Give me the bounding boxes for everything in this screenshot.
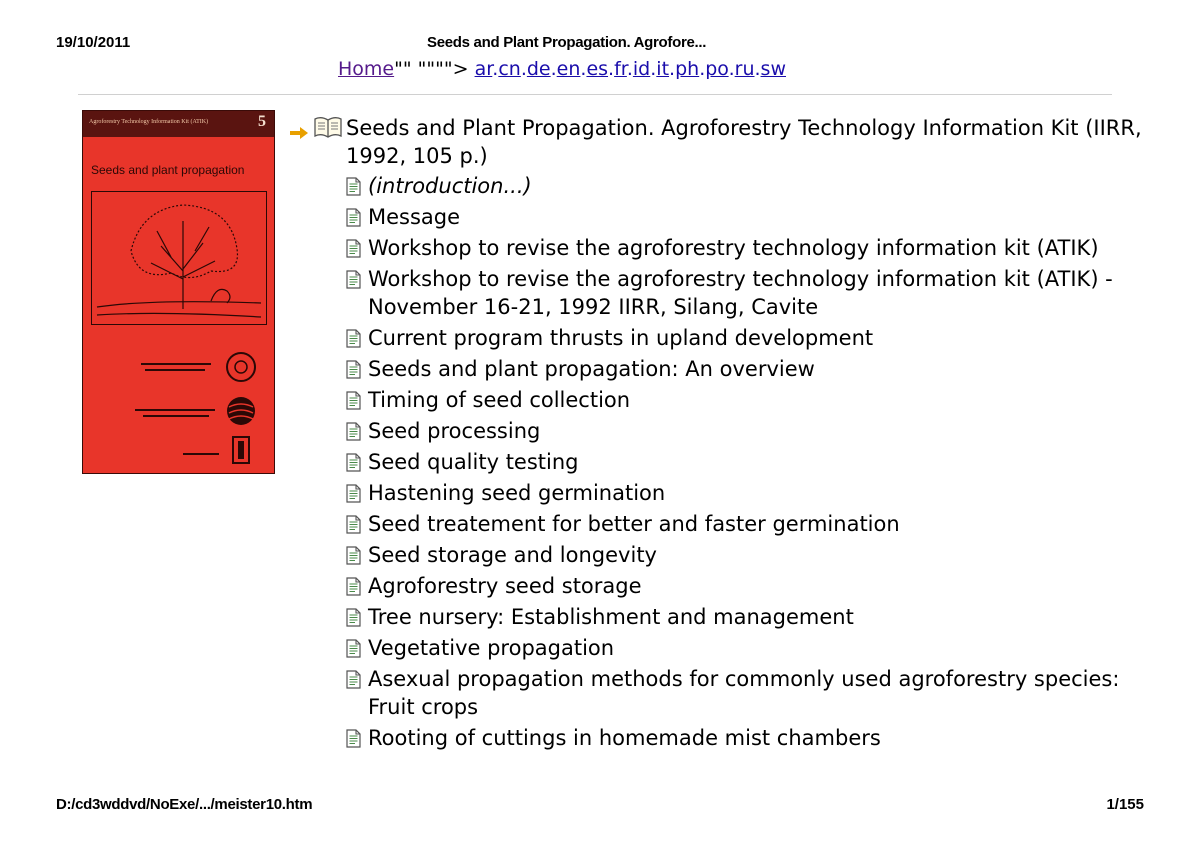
- language-link-10[interactable]: ru: [734, 58, 755, 80]
- book-entry: [290, 114, 1170, 170]
- chapter-link[interactable]: Seed treatement for better and faster germination: [368, 512, 900, 536]
- document-icon: [346, 453, 362, 473]
- language-nav: [338, 58, 786, 80]
- list-item[interactable]: [290, 724, 1170, 752]
- document-icon: [346, 360, 362, 380]
- cover-title: Seeds and plant propagation: [91, 163, 245, 177]
- document-icon: [346, 484, 362, 504]
- page-counter: 1/155: [1106, 796, 1144, 813]
- arrow-right-icon: [290, 127, 308, 139]
- chapter-link[interactable]: Tree nursery: Establishment and management: [368, 605, 854, 629]
- cover-strip: [83, 111, 274, 137]
- table-of-contents: [290, 114, 1170, 755]
- chapter-link[interactable]: Seed quality testing: [368, 450, 579, 474]
- document-icon: [346, 729, 362, 749]
- language-links: [475, 58, 786, 80]
- chapter-link[interactable]: Message: [368, 205, 461, 229]
- cover-series: Agroforestry Technology Information Kit (ATIK): [89, 119, 209, 125]
- chapter-link[interactable]: Asexual propagation methods for commonly used agroforestry species: Fruit crops: [368, 667, 1120, 719]
- document-icon: [346, 639, 362, 659]
- list-item[interactable]: [290, 479, 1170, 507]
- publisher-logos-icon: [83, 329, 275, 469]
- list-item[interactable]: [290, 634, 1170, 662]
- document-icon: [346, 391, 362, 411]
- list-item[interactable]: [290, 265, 1170, 321]
- chapter-link[interactable]: (introduction...): [368, 174, 532, 198]
- language-link-0[interactable]: ar: [474, 58, 493, 80]
- list-item[interactable]: [290, 355, 1170, 383]
- list-item[interactable]: [290, 603, 1170, 631]
- list-item[interactable]: [290, 510, 1170, 538]
- print-title: Seeds and Plant Propagation. Agrofore...: [427, 34, 707, 51]
- list-item[interactable]: [290, 541, 1170, 569]
- book-title[interactable]: Seeds and Plant Propagation. Agroforestry Technology Information Kit (IIRR, 1992, 105 p.): [346, 116, 1142, 168]
- book-cover[interactable]: [82, 110, 275, 474]
- language-link-5[interactable]: fr: [614, 58, 627, 80]
- chapter-link[interactable]: Seed processing: [368, 419, 541, 443]
- document-icon: [346, 608, 362, 628]
- list-item[interactable]: [290, 172, 1170, 200]
- language-link-11[interactable]: sw: [760, 58, 786, 80]
- list-item[interactable]: [290, 324, 1170, 352]
- chapter-link[interactable]: Workshop to revise the agroforestry technology information kit (ATIK) - November 16-21, 1992 IIRR, Silang, Cavite: [368, 267, 1113, 319]
- list-item[interactable]: [290, 203, 1170, 231]
- chapter-link[interactable]: Current program thrusts in upland development: [368, 326, 874, 350]
- chapter-list: [290, 172, 1170, 752]
- language-link-7[interactable]: it: [656, 58, 670, 80]
- file-path: D:/cd3wddvd/NoExe/.../meister10.htm: [56, 796, 313, 813]
- language-link-3[interactable]: en: [556, 58, 581, 80]
- tree-illustration-icon: [91, 191, 267, 325]
- language-dot: .: [550, 58, 557, 80]
- language-dot: .: [492, 58, 499, 80]
- document-icon: [346, 329, 362, 349]
- chapter-link[interactable]: Seeds and plant propagation: An overview: [368, 357, 815, 381]
- list-item[interactable]: [290, 417, 1170, 445]
- language-dot: .: [626, 58, 633, 80]
- language-dot: .: [580, 58, 587, 80]
- document-icon: [346, 515, 362, 535]
- language-link-8[interactable]: ph: [675, 58, 700, 80]
- document-icon: [346, 670, 362, 690]
- language-dot: .: [699, 58, 706, 80]
- language-dot: .: [650, 58, 657, 80]
- chapter-link[interactable]: Workshop to revise the agroforestry technology information kit (ATIK): [368, 236, 1099, 260]
- document-icon: [346, 208, 362, 228]
- language-link-4[interactable]: es: [586, 58, 609, 80]
- document-icon: [346, 239, 362, 259]
- open-book-icon: [314, 116, 342, 138]
- list-item[interactable]: [290, 572, 1170, 600]
- list-item[interactable]: [290, 448, 1170, 476]
- language-link-2[interactable]: de: [526, 58, 551, 80]
- language-link-1[interactable]: cn: [498, 58, 521, 80]
- list-item[interactable]: [290, 234, 1170, 262]
- language-link-6[interactable]: id: [632, 58, 651, 80]
- cover-volume-number: 5: [258, 113, 266, 130]
- language-dot: .: [520, 58, 527, 80]
- language-dot: .: [728, 58, 735, 80]
- home-link[interactable]: Home: [338, 58, 395, 80]
- chapter-link[interactable]: Hastening seed germination: [368, 481, 666, 505]
- chapter-link[interactable]: Seed storage and longevity: [368, 543, 657, 567]
- chapter-link[interactable]: Rooting of cuttings in homemade mist chambers: [368, 726, 881, 750]
- chapter-link[interactable]: Vegetative propagation: [368, 636, 615, 660]
- chapter-link[interactable]: Timing of seed collection: [368, 388, 631, 412]
- print-date: 19/10/2011: [56, 34, 131, 51]
- list-item[interactable]: [290, 386, 1170, 414]
- document-icon: [346, 546, 362, 566]
- nav-separator: "" """">: [394, 58, 469, 80]
- language-dot: .: [669, 58, 676, 80]
- list-item[interactable]: [290, 665, 1170, 721]
- document-icon: [346, 422, 362, 442]
- language-link-9[interactable]: po: [705, 58, 729, 80]
- language-dot: .: [608, 58, 615, 80]
- language-dot: .: [754, 58, 761, 80]
- document-icon: [346, 270, 362, 290]
- header-divider: [78, 94, 1112, 95]
- document-icon: [346, 177, 362, 197]
- chapter-link[interactable]: Agroforestry seed storage: [368, 574, 642, 598]
- document-icon: [346, 577, 362, 597]
